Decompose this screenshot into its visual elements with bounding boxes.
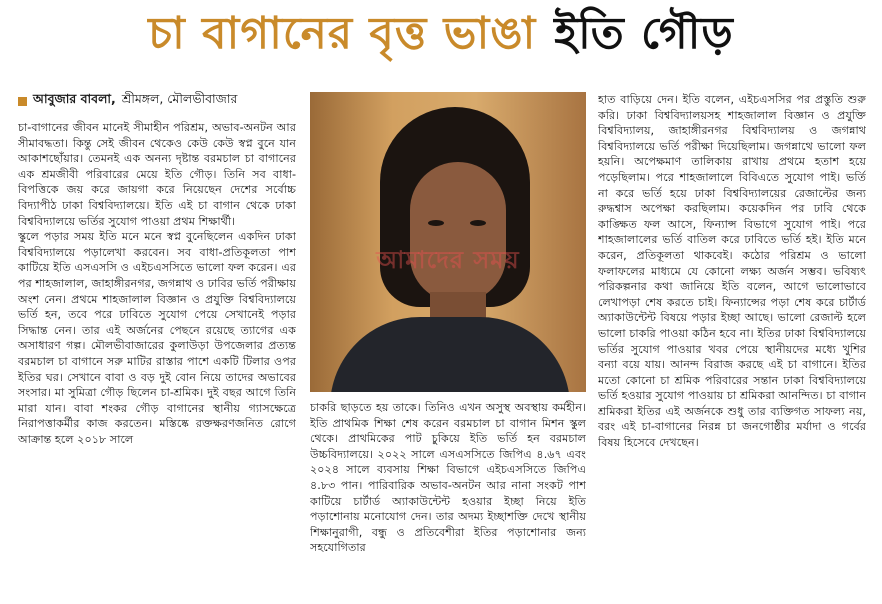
article-column-1 [18,92,296,600]
column1-paragraph-1: চা-বাগানের জীবন মানেই সীমাহীন পরিশ্রম, অভাব-অনটন আর সীমাবদ্ধতা। কিন্তু সেই জীবন থেকেও কেউ কেউ স্বপ্ন বুনে যান আকাশছোঁয়ার। তেমনই এক অনন্য দৃষ্টান্ত বরমচাল চা বাগানের এক শ্রমজীবী পরিবারের মেয়ে ইতি গৌড়। তিনি সব বাধা-বিপত্তিকে জয় করে জায়গা করে নিয়েছেন দেশের সর্বোচ্চ বিদ্যাপীঠ ঢাকা বিশ্ববিদ্যালয়ে। ইতি এই চা বাগান থেকে ঢাকা বিশ্ববিদ্যালয়ে ভর্তির সুযোগ পাওয়া প্রথম শিক্ষার্থী। [18,121,296,228]
byline-location: শ্রীমঙ্গল, মৌলভীবাজার [121,91,238,106]
article-headline [0,0,882,72]
byline-author: আবুজার বাবলা, [33,91,116,106]
headline-main: চা বাগানের বৃত্ত ভাঙা [148,7,537,59]
headline-name: ইতি গৌড় [554,7,734,59]
column1-paragraph-2: স্কুলে পড়ার সময় ইতি মনে মনে স্বপ্ন বুনেছিলেন একদিন ঢাকা বিশ্ববিদ্যালয়ে পড়ালেখা করবেন। সব বাধা-প্রতিকূলতা পাশ কাটিয়ে ইতি এসএসসি ও এইচএসসিতে ভালো ফল করেন। এর পর শাহজালাল, জাহাঙ্গীরনগর, জগন্নাথ ও ঢাবির ভর্তি পরীক্ষায় অংশ নেন। প্রথমে শাহজালাল বিজ্ঞান ও প্রযুক্তি বিশ্ববিদ্যালয়ে ভর্তি হন, তবে পরে ঢাবিতে সুযোগ পেয়ে সেখানেই পড়ার সিদ্ধান্ত নেন। তার এই অর্জনের পেছনে রয়েছে ত্যাগের এক অসাধারণ গল্প। মৌলভীবাজারের কুলাউড়া উপজেলার প্রত্যন্ত বরমচাল চা বাগানে সরু মাটির রাস্তার পাশে একটি টিলার ওপর ইতির ঘর। সেখানে বাবা ও বড় দুই বোন নিয়ে তাদের অভাবের সংসার। মা সুমিত্রা গৌড় ছিলেন চা-শ্রমিক। দুই বছর আগে তিনি মারা যান। বাবা শংকর গৌড় বাগানের স্থানীয় গ্যাসক্ষেত্রে নিরাপত্তাকর্মীর কাজ করতেন। মস্তিষ্কে রক্তক্ষরণজনিত রোগে আক্রান্ত হলে ২০১৮ সালে [18,230,296,446]
article-photo [310,92,586,392]
photo-watermark: আমাদের সময় [376,245,520,274]
article-column-2 [310,400,586,600]
article-column-3 [598,92,866,600]
column3-paragraph-1: হাত বাড়িয়ে দেন। ইতি বলেন, এইচএসসির পর প্রস্তুতি শুরু করি। ঢাকা বিশ্ববিদ্যালয়সহ শাহজালাল বিজ্ঞান ও প্রযুক্তি বিশ্ববিদ্যালয়, জাহাঙ্গীরনগর বিশ্ববিদ্যালয় ও জগন্নাথ বিশ্ববিদ্যালয়ে ভর্তি পরীক্ষা দিয়েছিলাম। জগন্নাথে ভালো ফল হয়নি। অপেক্ষমাণ তালিকায় রাখায় প্রথমে হতাশ হয়ে পড়েছিলাম। পরে শাহজালালে বিবিএতে সুযোগ পাই। ভর্তি না করে ভর্তি হয়ে ঢাকা বিশ্ববিদ্যালয়ের রেজাল্টের জন্য রুদ্ধশ্বাস অপেক্ষা করছিলাম। কয়েকদিন পর ঢাবি থেকে কাঙ্ক্ষিত ফল আসে, ফিন্যান্স বিভাগে সুযোগ পাই। পরে শাহজালালের ভর্তি বাতিল করে ঢাবিতে ভর্তি হই। ইতি মনে করেন, প্রতিকূলতা থাকবেই। কঠোর পরিশ্রম ও ভালো ফলাফলের মাধ্যমে যে কোনো লক্ষ্য অর্জন সম্ভব। ভবিষ্যৎ পরিকল্পনার কথা জানিয়ে ইতি বলেন, আগে ভালোভাবে লেখাপড়া শেষ করতে চাই। ফিন্যান্সের পড়া শেষ করে চার্টার্ড অ্যাকাউন্টেন্ট বিষয়ে পড়ার ইচ্ছা আছে। ভালো রেজাল্ট হলে ভালো চাকরি পাওয়া কঠিন হবে না। ইতির ঢাকা বিশ্ববিদ্যালয়ে ভর্তির সুযোগ পাওয়ার খবর পেয়ে স্থানীয়দের মধ্যে খুশির বন্যা বয়ে যায়। আনন্দ বিরাজ করছে এই চা বাগানে। ইতির মতো কোনো চা শ্রমিক পরিবারের সন্তান ঢাকা বিশ্ববিদ্যালয়ে ভর্তি হওয়ার সুযোগ পাওয়ায় চা শ্রমিকরা আনন্দিত। চা বাগান শ্রমিকরা ইতির এই অর্জনকে শুধু তার ব্যক্তিগত সাফল্য নয়, বরং এই চা-বাগানের নিরন্ন চা জনগোষ্ঠীর মর্যাদা ও গর্বের বিষয় হিসেবে দেখছেন। [598,93,866,450]
column2-paragraph-1: চাকরি ছাড়তে হয় তাকে। তিনিও এখন অসুস্থ অবস্থায় কর্মহীন। ইতি প্রাথমিক শিক্ষা শেষ করেন বরমচাল চা বাগান মিশন স্কুল থেকে। প্রাথমিকের পাট চুকিয়ে ইতি ভর্তি হন বরমচাল উচ্চবিদ্যালয়ে। ২০২২ সালে এসএসসিতে জিপিএ ৪.৬৭ এবং ২০২৪ সালে ব্যবসায় শিক্ষা বিভাগে এইচএসসিতে জিপিএ ৪.৮৩ পান। পারিবারিক অভাব-অনটন আর নানা সংকট পাশ কাটিয়ে চার্টার্ড অ্যাকাউন্টেন্ট হওয়ার ইচ্ছা নিয়ে ইতি পড়াশোনায় মনোযোগ দেন। তার অদম্য ইচ্ছাশক্তি দেখে স্থানীয় শিক্ষানুরাগী, বন্ধু ও প্রতিবেশীরা ইতির পড়াশোনার জন্য সহযোগিতার [310,401,586,555]
